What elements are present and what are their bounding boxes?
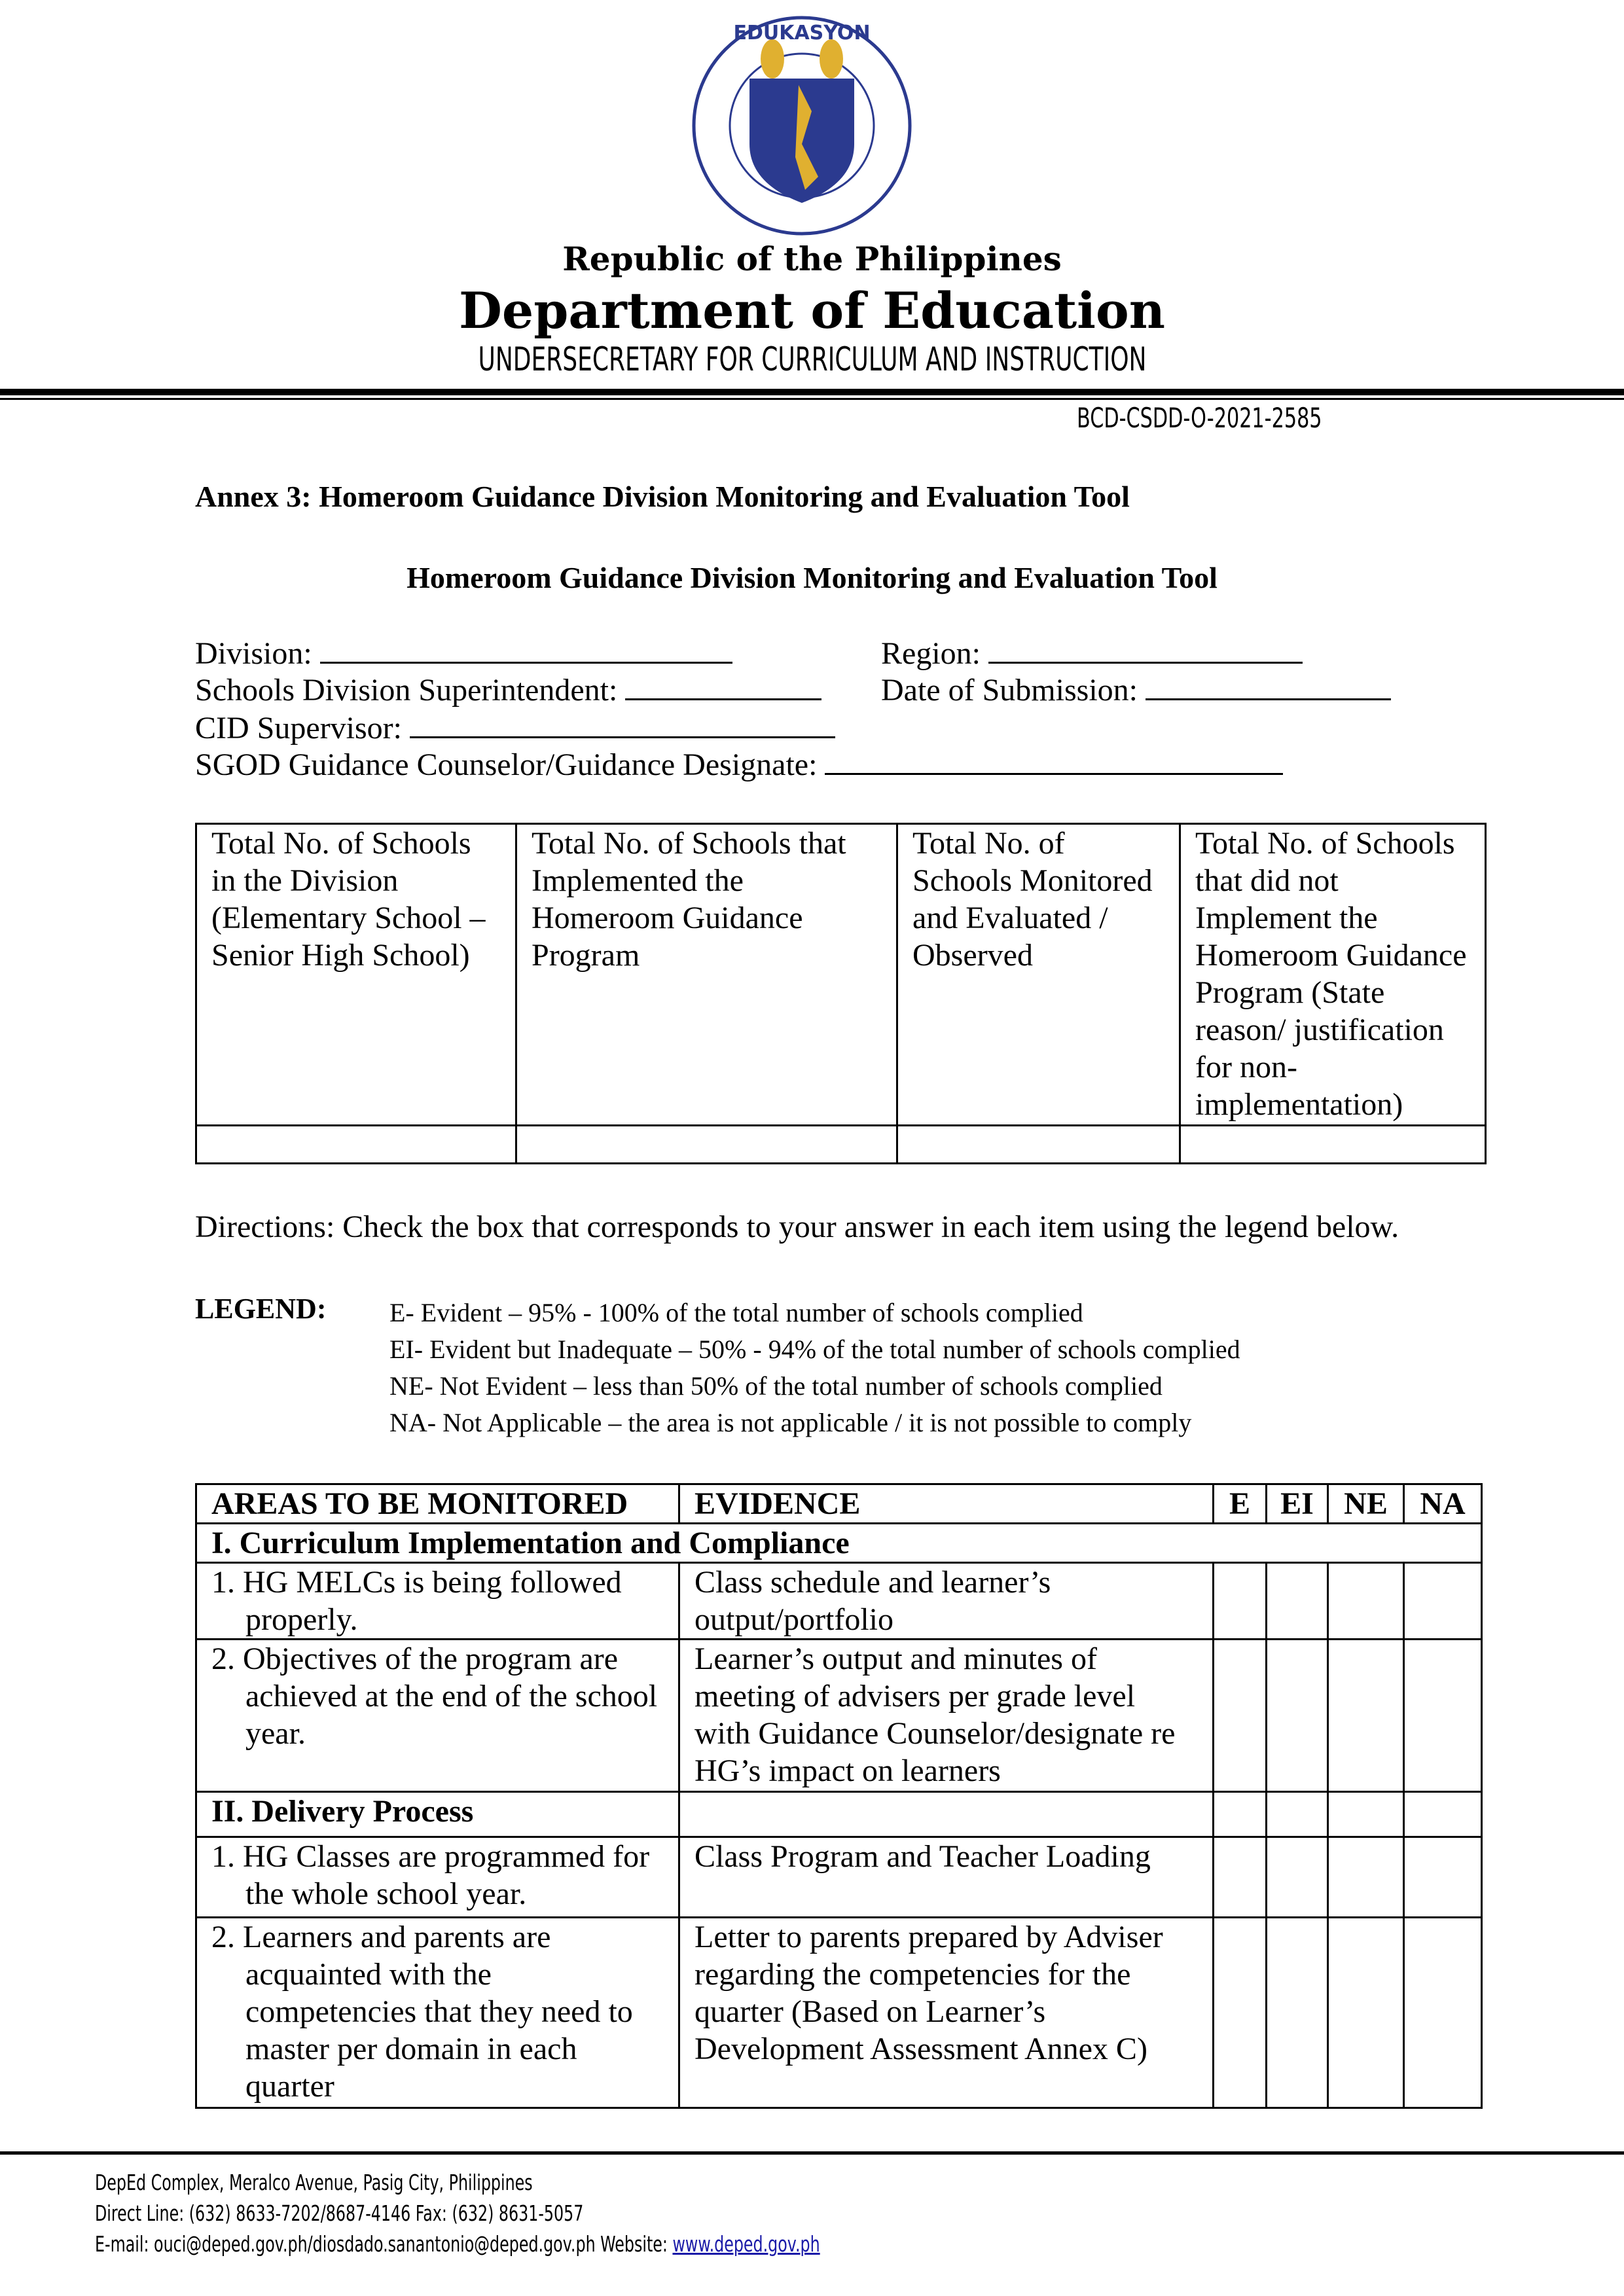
form-title: Homeroom Guidance Division Monitoring and Evaluation Tool (406, 561, 1218, 594)
region-input[interactable] (988, 635, 1303, 664)
legend-list (389, 1295, 1240, 1441)
checkbox-e[interactable] (1214, 1837, 1267, 1918)
footer-rule (0, 2151, 1624, 2155)
area-cell: 1. HG MELCs is being followed properly. (196, 1563, 679, 1640)
header-e: E (1214, 1484, 1267, 1524)
document-code: BCD-CSDD-O-2021-2585 (1077, 402, 1322, 434)
footer-phone: Direct Line: (632) 8633-7202/8687-4146 Fax: (632) 8631-5057 (95, 2200, 584, 2226)
svg-text:EDUKASYON: EDUKASYON (733, 22, 871, 45)
checkbox-na[interactable] (1404, 1918, 1482, 2108)
header-na: NA (1404, 1484, 1482, 1524)
cid-input[interactable] (410, 709, 835, 738)
division-input[interactable] (320, 635, 732, 664)
summary-input-cell[interactable] (1180, 1126, 1486, 1164)
checkbox-na[interactable] (1404, 1640, 1482, 1792)
checkbox-ne[interactable] (1328, 1640, 1404, 1792)
area-cell: 1. HG Classes are programmed for the whole school year. (196, 1837, 679, 1918)
checkbox-ei[interactable] (1267, 1640, 1328, 1792)
republic-heading: Republic of the Philippines (562, 240, 1062, 278)
checkbox-ei[interactable] (1267, 1563, 1328, 1640)
sds-label: Schools Division Superintendent: (195, 673, 618, 708)
evidence-cell: Letter to parents prepared by Adviser regarding the competencies for the quarter (Based on Learner’s Development Assessment Annex C) (679, 1918, 1214, 2108)
sds-input[interactable] (625, 672, 821, 700)
section-title: II. Delivery Process (196, 1792, 679, 1837)
directions-text: Directions: Check the box that corresponds to your answer in each item using the legend below. (195, 1210, 1399, 1244)
checkbox-e[interactable] (1214, 1563, 1267, 1640)
summary-header-cell: Total No. of Schools that Implemented the Homeroom Guidance Program (516, 824, 897, 1126)
footer-email: E-mail: ouci@deped.gov.ph/diosdado.sanantonio@deped.gov.ph Website: (95, 2231, 673, 2257)
checkbox-ne[interactable] (1328, 1918, 1404, 2108)
sgod-input[interactable] (825, 746, 1283, 775)
evidence-cell: Learner’s output and minutes of meeting of advisers per grade level with Guidance Counselor/designate re HG’s impact on learners (679, 1640, 1214, 1792)
summary-header-cell: Total No. of Schools in the Division (Elementary School – Senior High School) (196, 824, 516, 1126)
header-evidence: EVIDENCE (679, 1484, 1214, 1524)
checkbox-na[interactable] (1404, 1837, 1482, 1918)
cid-label: CID Supervisor: (195, 711, 402, 745)
checkbox-ne[interactable] (1328, 1837, 1404, 1918)
legend-item-na: NA- Not Applicable – the area is not applicable / it is not possible to comply (389, 1408, 1192, 1437)
header-areas: AREAS TO BE MONITORED (196, 1484, 679, 1524)
section-title: I. Curriculum Implementation and Compliance (196, 1524, 1482, 1563)
date-label: Date of Submission: (881, 673, 1138, 708)
checkbox-ei[interactable] (1267, 1837, 1328, 1918)
checkbox-na[interactable] (1404, 1563, 1482, 1640)
header-rule-thin (0, 398, 1624, 400)
evidence-cell: Class Program and Teacher Loading (679, 1837, 1214, 1918)
header-rule (0, 389, 1624, 395)
region-label: Region: (881, 636, 981, 671)
website-link[interactable]: www.deped.gov.ph (672, 2231, 820, 2257)
summary-header-cell: Total No. of Schools that did not Implement the Homeroom Guidance Program (State reason/ justification for non-implementation) (1180, 824, 1486, 1126)
evidence-cell: Class schedule and learner’s output/portfolio (679, 1563, 1214, 1640)
area-cell: 2. Learners and parents are acquainted with the competencies that they need to master per domain in each quarter (196, 1918, 679, 2108)
summary-input-cell[interactable] (897, 1126, 1180, 1164)
summary-input-cell[interactable] (196, 1126, 516, 1164)
checkbox-ne[interactable] (1328, 1563, 1404, 1640)
sgod-label: SGOD Guidance Counselor/Guidance Designate: (195, 747, 818, 782)
office-heading: UNDERSECRETARY FOR CURRICULUM AND INSTRUCTION (478, 340, 1146, 378)
annex-title: Annex 3: Homeroom Guidance Division Monitoring and Evaluation Tool (195, 480, 1130, 513)
evaluation-table (195, 1483, 1483, 2109)
division-label: Division: (195, 636, 312, 671)
legend-item-ei: EI- Evident but Inadequate – 50% - 94% of the total number of schools complied (389, 1335, 1240, 1364)
footer-address: DepEd Complex, Meralco Avenue, Pasig City, Philippines (95, 2170, 533, 2195)
checkbox-e[interactable] (1214, 1640, 1267, 1792)
date-input[interactable] (1146, 672, 1391, 700)
legend-item-e: E- Evident – 95% - 100% of the total number of schools complied (389, 1298, 1083, 1327)
header-ei: EI (1267, 1484, 1328, 1524)
summary-header-cell: Total No. of Schools Monitored and Evaluated / Observed (897, 824, 1180, 1126)
legend-item-ne: NE- Not Evident – less than 50% of the total number of schools complied (389, 1371, 1163, 1401)
header-ne: NE (1328, 1484, 1404, 1524)
deped-seal-logo (687, 13, 916, 239)
department-heading: Department of Education (459, 281, 1165, 340)
checkbox-e[interactable] (1214, 1918, 1267, 2108)
legend-label: LEGEND: (195, 1293, 327, 1325)
summary-table (195, 823, 1487, 1164)
area-cell: 2. Objectives of the program are achieved at the end of the school year. (196, 1640, 679, 1792)
checkbox-ei[interactable] (1267, 1918, 1328, 2108)
summary-input-cell[interactable] (516, 1126, 897, 1164)
